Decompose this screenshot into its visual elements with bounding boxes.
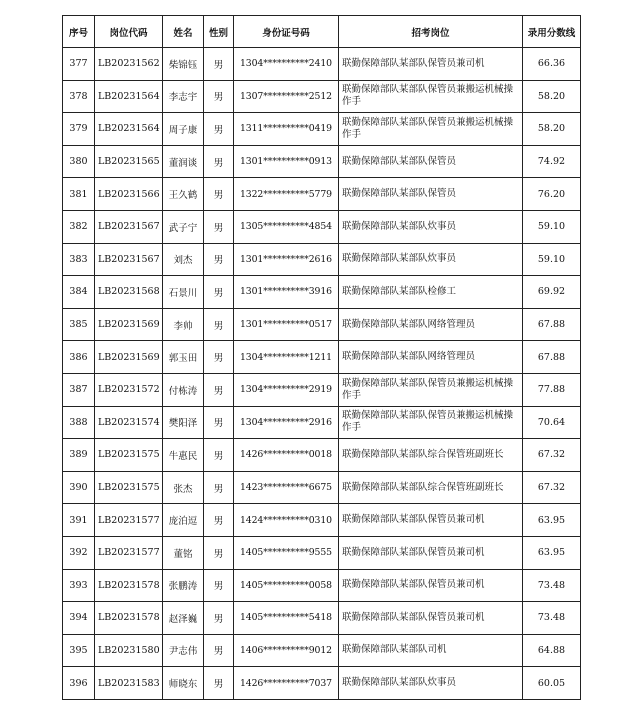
cell-no: 382 <box>63 210 95 243</box>
cell-id: 1423**********6675 <box>234 471 339 504</box>
cell-id: 1304**********2919 <box>234 373 339 406</box>
cell-score: 70.64 <box>523 406 581 439</box>
cell-name: 李志宇 <box>163 80 204 113</box>
cell-post: 联勤保障部队某部队保管员 <box>339 145 523 178</box>
cell-name: 尹志伟 <box>163 634 204 667</box>
cell-sex: 男 <box>204 178 234 211</box>
cell-sex: 男 <box>204 243 234 276</box>
cell-score: 58.20 <box>523 80 581 113</box>
cell-no: 392 <box>63 536 95 569</box>
cell-code: LB20231569 <box>95 308 163 341</box>
cell-post: 联勤保障部队某部队炊事员 <box>339 210 523 243</box>
cell-post: 联勤保障部队某部队网络管理员 <box>339 341 523 374</box>
cell-name: 李帅 <box>163 308 204 341</box>
cell-code: LB20231577 <box>95 504 163 537</box>
table-row <box>63 536 581 569</box>
cell-name: 董润谈 <box>163 145 204 178</box>
results-table <box>62 15 581 700</box>
cell-post: 联勤保障部队某部队检修工 <box>339 276 523 309</box>
cell-name: 石景川 <box>163 276 204 309</box>
cell-score: 63.95 <box>523 536 581 569</box>
cell-sex: 男 <box>204 373 234 406</box>
cell-no: 380 <box>63 145 95 178</box>
cell-code: LB20231572 <box>95 373 163 406</box>
cell-id: 1304**********2410 <box>234 48 339 81</box>
cell-score: 74.92 <box>523 145 581 178</box>
cell-id: 1301**********0517 <box>234 308 339 341</box>
cell-id: 1311**********0419 <box>234 113 339 146</box>
cell-sex: 男 <box>204 667 234 700</box>
cell-name: 武子宁 <box>163 210 204 243</box>
cell-no: 385 <box>63 308 95 341</box>
cell-id: 1405**********9555 <box>234 536 339 569</box>
cell-post: 联勤保障部队某部队保管员兼司机 <box>339 569 523 602</box>
cell-sex: 男 <box>204 536 234 569</box>
cell-no: 388 <box>63 406 95 439</box>
cell-score: 67.32 <box>523 439 581 472</box>
cell-post: 联勤保障部队某部队司机 <box>339 634 523 667</box>
cell-code: LB20231578 <box>95 602 163 635</box>
cell-post: 联勤保障部队某部队保管员兼搬运机械操作手 <box>339 80 523 113</box>
cell-id: 1304**********2916 <box>234 406 339 439</box>
table-row <box>63 308 581 341</box>
cell-score: 58.20 <box>523 113 581 146</box>
cell-code: LB20231574 <box>95 406 163 439</box>
header-name: 姓名 <box>163 16 204 48</box>
header-sex: 性别 <box>204 16 234 48</box>
cell-post: 联勤保障部队某部队保管员兼司机 <box>339 48 523 81</box>
cell-name: 赵泽巍 <box>163 602 204 635</box>
cell-sex: 男 <box>204 406 234 439</box>
cell-no: 379 <box>63 113 95 146</box>
cell-score: 76.20 <box>523 178 581 211</box>
table-row <box>63 634 581 667</box>
cell-score: 64.88 <box>523 634 581 667</box>
cell-no: 383 <box>63 243 95 276</box>
cell-sex: 男 <box>204 308 234 341</box>
cell-score: 77.88 <box>523 373 581 406</box>
cell-post: 联勤保障部队某部队保管员 <box>339 178 523 211</box>
cell-code: LB20231562 <box>95 48 163 81</box>
cell-name: 柴锦钰 <box>163 48 204 81</box>
cell-name: 刘杰 <box>163 243 204 276</box>
cell-sex: 男 <box>204 569 234 602</box>
cell-score: 73.48 <box>523 602 581 635</box>
cell-code: LB20231583 <box>95 667 163 700</box>
table-row <box>63 569 581 602</box>
cell-score: 67.88 <box>523 341 581 374</box>
cell-post: 联勤保障部队某部队保管员兼搬运机械操作手 <box>339 373 523 406</box>
cell-no: 396 <box>63 667 95 700</box>
cell-id: 1322**********5779 <box>234 178 339 211</box>
table-row <box>63 276 581 309</box>
table-row <box>63 210 581 243</box>
cell-name: 王久鹤 <box>163 178 204 211</box>
cell-id: 1301**********3916 <box>234 276 339 309</box>
cell-name: 师晓东 <box>163 667 204 700</box>
cell-post: 联勤保障部队某部队综合保管班副班长 <box>339 439 523 472</box>
cell-id: 1405**********5418 <box>234 602 339 635</box>
cell-no: 390 <box>63 471 95 504</box>
cell-name: 付栋涛 <box>163 373 204 406</box>
table-row <box>63 406 581 439</box>
cell-name: 庞泊逗 <box>163 504 204 537</box>
cell-score: 59.10 <box>523 210 581 243</box>
cell-post: 联勤保障部队某部队网络管理员 <box>339 308 523 341</box>
cell-sex: 男 <box>204 341 234 374</box>
cell-post: 联勤保障部队某部队炊事员 <box>339 243 523 276</box>
cell-id: 1304**********1211 <box>234 341 339 374</box>
table-row <box>63 113 581 146</box>
table-row <box>63 471 581 504</box>
cell-id: 1305**********4854 <box>234 210 339 243</box>
cell-sex: 男 <box>204 602 234 635</box>
cell-name: 樊阳泽 <box>163 406 204 439</box>
cell-sex: 男 <box>204 210 234 243</box>
cell-score: 73.48 <box>523 569 581 602</box>
cell-no: 384 <box>63 276 95 309</box>
cell-code: LB20231580 <box>95 634 163 667</box>
cell-post: 联勤保障部队某部队保管员兼搬运机械操作手 <box>339 406 523 439</box>
header-score: 录用分数线 <box>523 16 581 48</box>
cell-score: 66.36 <box>523 48 581 81</box>
cell-code: LB20231578 <box>95 569 163 602</box>
cell-score: 60.05 <box>523 667 581 700</box>
cell-id: 1307**********2512 <box>234 80 339 113</box>
cell-code: LB20231575 <box>95 439 163 472</box>
cell-name: 郭玉田 <box>163 341 204 374</box>
cell-code: LB20231566 <box>95 178 163 211</box>
cell-code: LB20231575 <box>95 471 163 504</box>
cell-code: LB20231568 <box>95 276 163 309</box>
results-sheet <box>62 15 581 700</box>
cell-post: 联勤保障部队某部队保管员兼司机 <box>339 504 523 537</box>
cell-no: 393 <box>63 569 95 602</box>
cell-sex: 男 <box>204 471 234 504</box>
cell-score: 67.32 <box>523 471 581 504</box>
table-row <box>63 341 581 374</box>
cell-code: LB20231564 <box>95 113 163 146</box>
cell-code: LB20231569 <box>95 341 163 374</box>
table-header <box>63 16 581 48</box>
cell-no: 387 <box>63 373 95 406</box>
table-row <box>63 145 581 178</box>
cell-code: LB20231567 <box>95 210 163 243</box>
table-row <box>63 602 581 635</box>
cell-name: 董铭 <box>163 536 204 569</box>
cell-sex: 男 <box>204 145 234 178</box>
cell-score: 67.88 <box>523 308 581 341</box>
cell-code: LB20231565 <box>95 145 163 178</box>
cell-post: 联勤保障部队某部队保管员兼司机 <box>339 602 523 635</box>
cell-id: 1406**********9012 <box>234 634 339 667</box>
cell-name: 张杰 <box>163 471 204 504</box>
table-row <box>63 243 581 276</box>
cell-post: 联勤保障部队某部队保管员兼司机 <box>339 536 523 569</box>
cell-post: 联勤保障部队某部队保管员兼搬运机械操作手 <box>339 113 523 146</box>
cell-sex: 男 <box>204 48 234 81</box>
cell-sex: 男 <box>204 634 234 667</box>
cell-id: 1424**********0310 <box>234 504 339 537</box>
cell-id: 1426**********7037 <box>234 667 339 700</box>
header-post: 招考岗位 <box>339 16 523 48</box>
cell-name: 张鹏涛 <box>163 569 204 602</box>
table-row <box>63 48 581 81</box>
cell-no: 381 <box>63 178 95 211</box>
cell-sex: 男 <box>204 113 234 146</box>
cell-no: 377 <box>63 48 95 81</box>
table-row <box>63 178 581 211</box>
table-row <box>63 439 581 472</box>
cell-post: 联勤保障部队某部队综合保管班副班长 <box>339 471 523 504</box>
cell-name: 牛惠民 <box>163 439 204 472</box>
cell-post: 联勤保障部队某部队炊事员 <box>339 667 523 700</box>
cell-no: 389 <box>63 439 95 472</box>
cell-code: LB20231577 <box>95 536 163 569</box>
cell-sex: 男 <box>204 80 234 113</box>
table-row <box>63 373 581 406</box>
table-row <box>63 80 581 113</box>
cell-id: 1405**********0058 <box>234 569 339 602</box>
header-id: 身份证号码 <box>234 16 339 48</box>
cell-score: 59.10 <box>523 243 581 276</box>
cell-code: LB20231564 <box>95 80 163 113</box>
table-row <box>63 667 581 700</box>
header-code: 岗位代码 <box>95 16 163 48</box>
cell-code: LB20231567 <box>95 243 163 276</box>
cell-no: 391 <box>63 504 95 537</box>
cell-sex: 男 <box>204 276 234 309</box>
cell-id: 1301**********2616 <box>234 243 339 276</box>
cell-name: 周子康 <box>163 113 204 146</box>
cell-no: 394 <box>63 602 95 635</box>
cell-no: 378 <box>63 80 95 113</box>
cell-score: 63.95 <box>523 504 581 537</box>
header-row <box>63 16 581 48</box>
header-no: 序号 <box>63 16 95 48</box>
table-body <box>63 48 581 700</box>
cell-score: 69.92 <box>523 276 581 309</box>
cell-no: 395 <box>63 634 95 667</box>
cell-id: 1426**********0018 <box>234 439 339 472</box>
cell-id: 1301**********0913 <box>234 145 339 178</box>
cell-sex: 男 <box>204 439 234 472</box>
cell-no: 386 <box>63 341 95 374</box>
table-row <box>63 504 581 537</box>
cell-sex: 男 <box>204 504 234 537</box>
